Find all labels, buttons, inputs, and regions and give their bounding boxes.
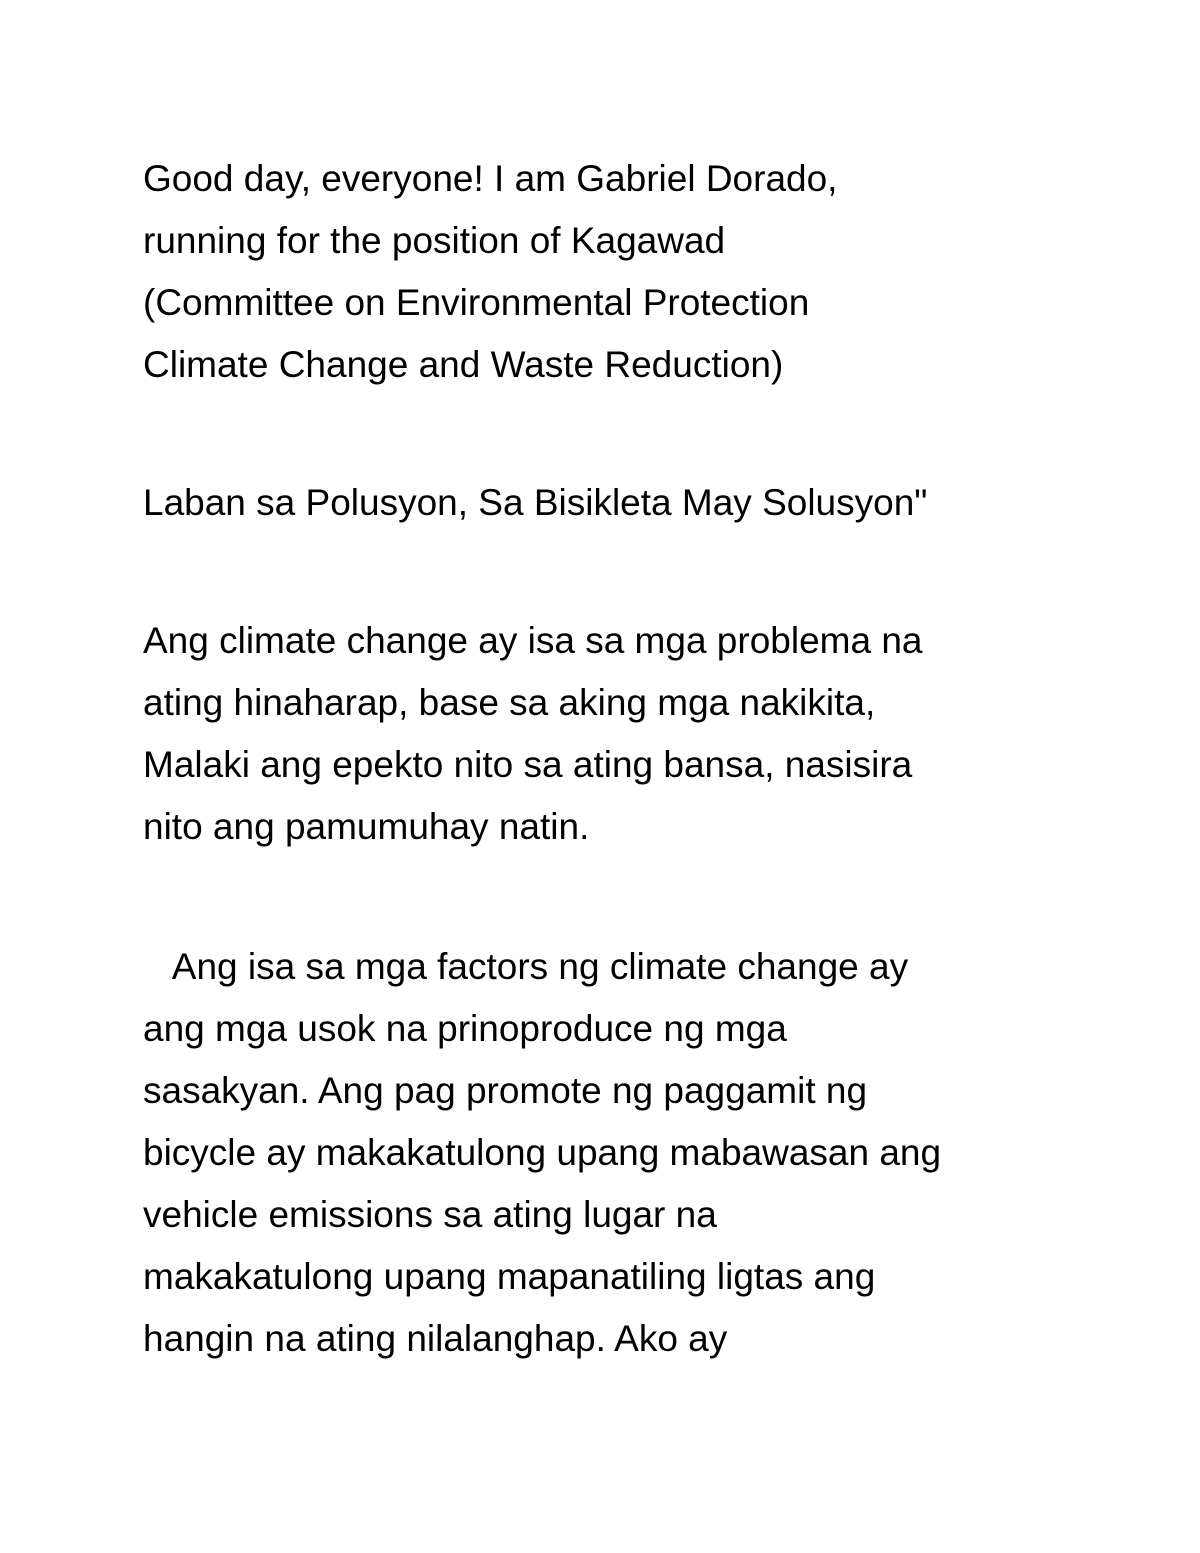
paragraph-line: makakatulong upang mapanatiling ligtas ang	[143, 1256, 876, 1297]
intro-paragraph	[143, 148, 1083, 396]
paragraph-line: nito ang pamumuhay natin.	[143, 806, 590, 847]
paragraph-line: Good day, everyone! I am Gabriel Dorado,	[143, 158, 838, 199]
emissions-paragraph	[143, 936, 1083, 1370]
paragraph-line: ang mga usok na prinoproduce ng mga	[143, 1008, 787, 1049]
paragraph-line: Ang isa sa mga factors ng climate change ay	[143, 946, 909, 987]
paragraph-line: Ang climate change ay isa sa mga problema na	[143, 620, 923, 661]
paragraph-line: bicycle ay makakatulong upang mabawasan ang	[143, 1132, 942, 1173]
slogan-paragraph	[143, 472, 1083, 534]
paragraph-line: Malaki ang epekto nito sa ating bansa, nasisira	[143, 744, 913, 785]
paragraph-line: hangin na ating nilalanghap. Ako ay	[143, 1318, 728, 1359]
slogan-line: Laban sa Polusyon, Sa Bisikleta May Solusyon"	[143, 482, 928, 523]
climate-change-paragraph	[143, 610, 1083, 858]
paragraph-line: vehicle emissions sa ating lugar na	[143, 1194, 717, 1235]
paragraph-line: sasakyan. Ang pag promote ng paggamit ng	[143, 1070, 868, 1111]
paragraph-line: running for the position of Kagawad	[143, 220, 726, 261]
paragraph-line: ating hinaharap, base sa aking mga nakikita,	[143, 682, 876, 723]
paragraph-line: (Committee on Environmental Protection	[143, 282, 810, 323]
document-body	[143, 148, 1083, 1370]
paragraph-line: Climate Change and Waste Reduction)	[143, 344, 784, 385]
